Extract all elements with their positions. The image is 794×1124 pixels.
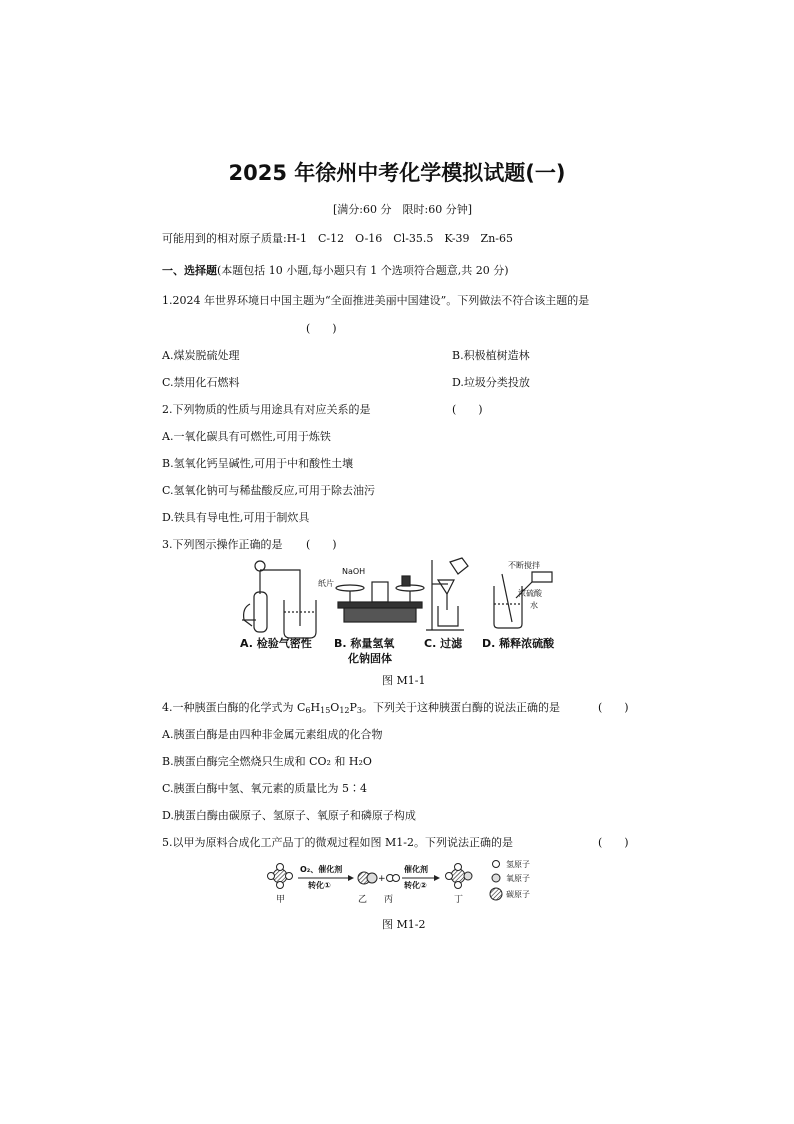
- section-heading: [162, 262, 509, 278]
- q1-stem: 1.2024 年世界环境日中国主题为“全面推进美丽中国建设”。下列做法不符合该主题的是: [162, 294, 590, 307]
- label-acid: 浓硫酸: [518, 589, 542, 598]
- legend-carbon: 碳原子: [506, 890, 530, 899]
- q3-bracket: ( ): [306, 538, 337, 551]
- q4-bracket: ( ): [598, 701, 629, 714]
- label-b-line2: 化钠固体: [348, 652, 392, 665]
- legend-hydrogen: 氢原子: [506, 860, 530, 869]
- figure-m1-2: [262, 858, 552, 908]
- label-stir: 不断搅拌: [508, 561, 540, 570]
- label-paper: 纸片: [318, 579, 334, 588]
- label-b-line1: B. 称量氢氧: [334, 637, 395, 650]
- apparatus-a-airtight: [242, 561, 316, 638]
- apparatus-c-filter: [426, 558, 468, 630]
- q4-option-a: A.胰蛋白酶是由四种非金属元素组成的化合物: [162, 728, 383, 741]
- label-naoh: NaOH: [342, 567, 366, 576]
- molecule-ding: [446, 864, 473, 889]
- label-d: D. 稀释浓硫酸: [482, 637, 555, 650]
- q2-option-d: D.铁具有导电性,可用于制炊具: [162, 511, 310, 524]
- q5-stem: 5.以甲为原料合成化工产品丁的微观过程如图 M1-2。下列说法正确的是: [162, 836, 513, 849]
- q1-option-a: A.煤炭脱硫处理: [162, 349, 240, 362]
- q3-stem: 3.下列图示操作正确的是: [162, 538, 283, 551]
- q4-option-c: C.胰蛋白酶中氢、氧元素的质量比为 5∶4: [162, 782, 368, 795]
- q2-bracket: ( ): [452, 403, 483, 416]
- legend-oxygen-icon: [492, 874, 500, 882]
- exam-meta: [满分:60 分 限时:60 分钟]: [333, 203, 472, 216]
- q4-option-b: B.胰蛋白酶完全燃烧只生成和 CO₂ 和 H₂O: [162, 755, 372, 768]
- name-yi: 乙: [358, 895, 368, 905]
- name-ding: 丁: [454, 895, 464, 905]
- q4-sub-o: 12: [339, 706, 350, 715]
- q1-bracket: ( ): [306, 322, 337, 335]
- figure-m1-2-caption: 图 M1-2: [382, 918, 426, 931]
- q2-option-a: A.一氧化碳具有可燃性,可用于炼铁: [162, 430, 331, 443]
- molecule-jia: [268, 864, 293, 889]
- q1-option-d: D.垃圾分类投放: [452, 376, 530, 389]
- legend-carbon-icon: [490, 888, 502, 900]
- name-bing: 丙: [384, 895, 394, 905]
- apparatus-b-balance: [318, 567, 424, 622]
- legend: [490, 861, 502, 901]
- figure-m1-1-caption: 图 M1-1: [382, 674, 426, 687]
- section-title: 一、选择题: [162, 264, 217, 277]
- molecule-bing: [387, 875, 400, 882]
- molecule-yi: [358, 872, 377, 884]
- legend-hydrogen-icon: [493, 861, 500, 868]
- legend-oxygen: 氧原子: [506, 874, 530, 883]
- q1-option-b: B.积极植树造林: [452, 349, 530, 362]
- q4-sub-c: 6: [305, 706, 311, 715]
- q4-sub-h: 15: [320, 706, 331, 715]
- label-c: C. 过滤: [424, 637, 463, 650]
- atomic-masses: 可能用到的相对原子质量:H-1 C-12 O-16 Cl-35.5 K-39 Zn-65: [162, 232, 513, 245]
- plus-sign: +: [378, 874, 386, 884]
- exam-title: 2025 年徐州中考化学模拟试题(一): [228, 161, 566, 185]
- q2-option-c: C.氢氧化钠可与稀盐酸反应,可用于除去油污: [162, 484, 376, 497]
- label-a: A. 检验气密性: [240, 637, 312, 650]
- arrow1-top: O₂、催化剂: [300, 865, 343, 874]
- arrow2-top: 催化剂: [404, 865, 428, 874]
- q4-sub-p: 3: [356, 706, 363, 715]
- q4-stem-pre: 4.一种胰蛋白酶的化学式为 C: [162, 701, 306, 714]
- figure-m1-1: [232, 556, 572, 668]
- q4-stem: 4.一种胰蛋白酶的化学式为 $C_6H_{15}O_{12}P_3$。下列关于这种胰蛋白酶的说法正确的是: [162, 701, 561, 715]
- arrow2-bottom: 转化②: [404, 881, 427, 890]
- q2-option-b: B.氢氧化钙呈碱性,可用于中和酸性土壤: [162, 457, 354, 470]
- section-note: (本题包括 10 小题,每小题只有 1 个选项符合题意,共 20 分): [217, 264, 509, 277]
- name-jia: 甲: [276, 895, 286, 905]
- arrow1-bottom: 转化①: [308, 881, 331, 890]
- q4-option-d: D.胰蛋白酶由碳原子、氢原子、氧原子和磷原子构成: [162, 809, 416, 822]
- apparatus-d-dilute: [494, 560, 552, 628]
- q4-stem-post: 。下列关于这种胰蛋白酶的说法正确的是: [362, 701, 561, 714]
- q1-option-c: C.禁用化石燃料: [162, 376, 240, 389]
- label-water: 水: [530, 601, 538, 610]
- q2-stem: 2.下列物质的性质与用途具有对应关系的是: [162, 403, 371, 416]
- q5-bracket: ( ): [598, 836, 629, 849]
